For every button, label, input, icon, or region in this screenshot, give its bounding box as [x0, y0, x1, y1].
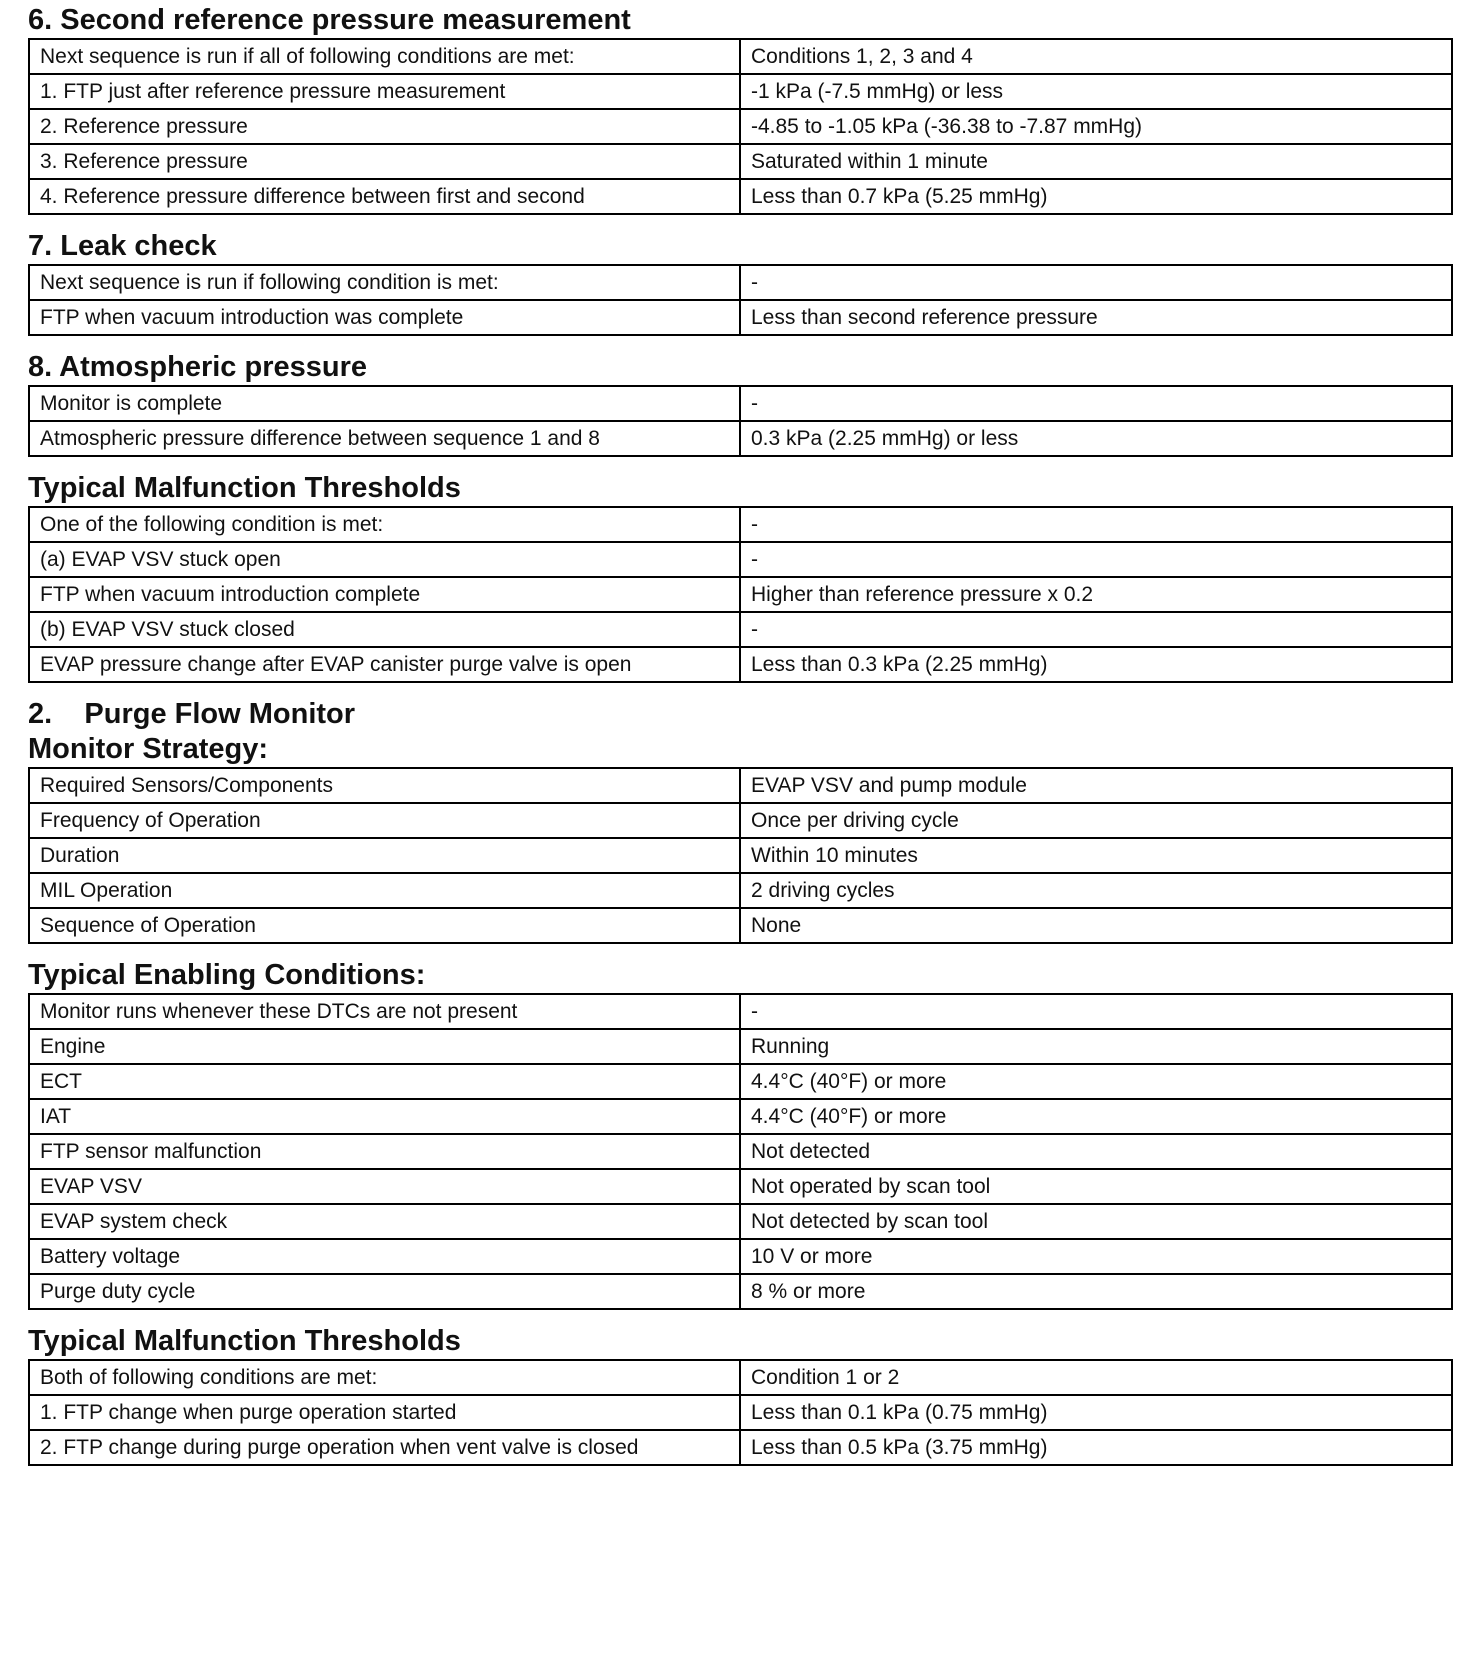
condition-label: FTP when vacuum introduction was complete [29, 300, 740, 335]
table-row [29, 908, 1452, 943]
conditions-table [28, 385, 1453, 457]
thresholds-table [28, 506, 1453, 683]
table-row [29, 1099, 1452, 1134]
section-heading: 2. Purge Flow Monitor [28, 698, 356, 730]
table-row [29, 1029, 1452, 1064]
table-row [29, 1134, 1452, 1169]
condition-label: Next sequence is run if following condition is met: [29, 265, 740, 300]
condition-label: Duration [29, 838, 740, 873]
table-row [29, 109, 1452, 144]
condition-label: EVAP pressure change after EVAP canister purge valve is open [29, 647, 740, 682]
condition-label: Monitor is complete [29, 386, 740, 421]
condition-value: 2 driving cycles [740, 873, 1452, 908]
condition-value: 0.3 kPa (2.25 mmHg) or less [740, 421, 1452, 456]
condition-label: Required Sensors/Components [29, 768, 740, 803]
condition-value: - [740, 265, 1452, 300]
section-heading: 6. Second reference pressure measurement [28, 4, 631, 36]
table-row [29, 1274, 1452, 1309]
condition-label: (a) EVAP VSV stuck open [29, 542, 740, 577]
condition-label: ECT [29, 1064, 740, 1099]
table-row [29, 612, 1452, 647]
condition-label: FTP when vacuum introduction complete [29, 577, 740, 612]
condition-value: -1 kPa (-7.5 mmHg) or less [740, 74, 1452, 109]
condition-value: Conditions 1, 2, 3 and 4 [740, 39, 1452, 74]
condition-label: One of the following condition is met: [29, 507, 740, 542]
condition-label: 3. Reference pressure [29, 144, 740, 179]
condition-label: Both of following conditions are met: [29, 1360, 740, 1395]
table-row [29, 74, 1452, 109]
condition-label: Engine [29, 1029, 740, 1064]
table-row [29, 1064, 1452, 1099]
condition-label: (b) EVAP VSV stuck closed [29, 612, 740, 647]
table-row [29, 1239, 1452, 1274]
condition-value: 4.4°C (40°F) or more [740, 1099, 1452, 1134]
table-row [29, 1360, 1452, 1395]
section-heading: Typical Enabling Conditions: [28, 959, 426, 991]
condition-label: Monitor runs whenever these DTCs are not present [29, 994, 740, 1029]
condition-value: Less than 0.3 kPa (2.25 mmHg) [740, 647, 1452, 682]
table-row [29, 577, 1452, 612]
table-row [29, 265, 1452, 300]
condition-value: - [740, 507, 1452, 542]
condition-label: EVAP VSV [29, 1169, 740, 1204]
condition-value: - [740, 994, 1452, 1029]
condition-label: 1. FTP just after reference pressure measurement [29, 74, 740, 109]
table-row [29, 421, 1452, 456]
conditions-table [28, 264, 1453, 336]
condition-value: Condition 1 or 2 [740, 1360, 1452, 1395]
condition-value: Less than second reference pressure [740, 300, 1452, 335]
condition-value: 4.4°C (40°F) or more [740, 1064, 1452, 1099]
table-row [29, 542, 1452, 577]
condition-label: FTP sensor malfunction [29, 1134, 740, 1169]
condition-label: Frequency of Operation [29, 803, 740, 838]
condition-label: 2. FTP change during purge operation when vent valve is closed [29, 1430, 740, 1465]
enabling-conditions-table [28, 993, 1453, 1310]
section-heading: Typical Malfunction Thresholds [28, 1325, 461, 1357]
condition-label: IAT [29, 1099, 740, 1134]
condition-label: Battery voltage [29, 1239, 740, 1274]
condition-value: Saturated within 1 minute [740, 144, 1452, 179]
condition-label: MIL Operation [29, 873, 740, 908]
condition-value: Not detected [740, 1134, 1452, 1169]
table-row [29, 507, 1452, 542]
document-page [0, 3, 1472, 1466]
condition-value: Running [740, 1029, 1452, 1064]
table-row [29, 1169, 1452, 1204]
strategy-table [28, 767, 1453, 944]
table-row [29, 1204, 1452, 1239]
condition-value: None [740, 908, 1452, 943]
thresholds-table [28, 1359, 1453, 1466]
table-row [29, 1430, 1452, 1465]
condition-value: - [740, 386, 1452, 421]
condition-value: - [740, 542, 1452, 577]
condition-value: Less than 0.7 kPa (5.25 mmHg) [740, 179, 1452, 214]
condition-value: Higher than reference pressure x 0.2 [740, 577, 1452, 612]
table-row [29, 768, 1452, 803]
condition-label: Purge duty cycle [29, 1274, 740, 1309]
section-heading: 8. Atmospheric pressure [28, 351, 367, 383]
condition-label: Next sequence is run if all of following conditions are met: [29, 39, 740, 74]
condition-label: Sequence of Operation [29, 908, 740, 943]
condition-value: Once per driving cycle [740, 803, 1452, 838]
table-row [29, 39, 1452, 74]
table-row [29, 144, 1452, 179]
section-subheading: Monitor Strategy: [28, 733, 269, 765]
table-row [29, 1395, 1452, 1430]
condition-label: 4. Reference pressure difference between first and second [29, 179, 740, 214]
table-row [29, 994, 1452, 1029]
table-row [29, 838, 1452, 873]
section-heading: Typical Malfunction Thresholds [28, 472, 461, 504]
table-row [29, 803, 1452, 838]
condition-value: Not operated by scan tool [740, 1169, 1452, 1204]
condition-label: 2. Reference pressure [29, 109, 740, 144]
condition-value: Within 10 minutes [740, 838, 1452, 873]
condition-value: -4.85 to -1.05 kPa (-36.38 to -7.87 mmHg) [740, 109, 1452, 144]
table-row [29, 873, 1452, 908]
condition-value: Less than 0.1 kPa (0.75 mmHg) [740, 1395, 1452, 1430]
condition-value: 10 V or more [740, 1239, 1452, 1274]
condition-value: 8 % or more [740, 1274, 1452, 1309]
table-row [29, 179, 1452, 214]
condition-value: Less than 0.5 kPa (3.75 mmHg) [740, 1430, 1452, 1465]
condition-label: EVAP system check [29, 1204, 740, 1239]
condition-value: Not detected by scan tool [740, 1204, 1452, 1239]
table-row [29, 386, 1452, 421]
conditions-table [28, 38, 1453, 215]
table-row [29, 647, 1452, 682]
condition-label: 1. FTP change when purge operation started [29, 1395, 740, 1430]
section-heading: 7. Leak check [28, 230, 217, 262]
condition-label: Atmospheric pressure difference between sequence 1 and 8 [29, 421, 740, 456]
table-row [29, 300, 1452, 335]
condition-value: - [740, 612, 1452, 647]
condition-value: EVAP VSV and pump module [740, 768, 1452, 803]
